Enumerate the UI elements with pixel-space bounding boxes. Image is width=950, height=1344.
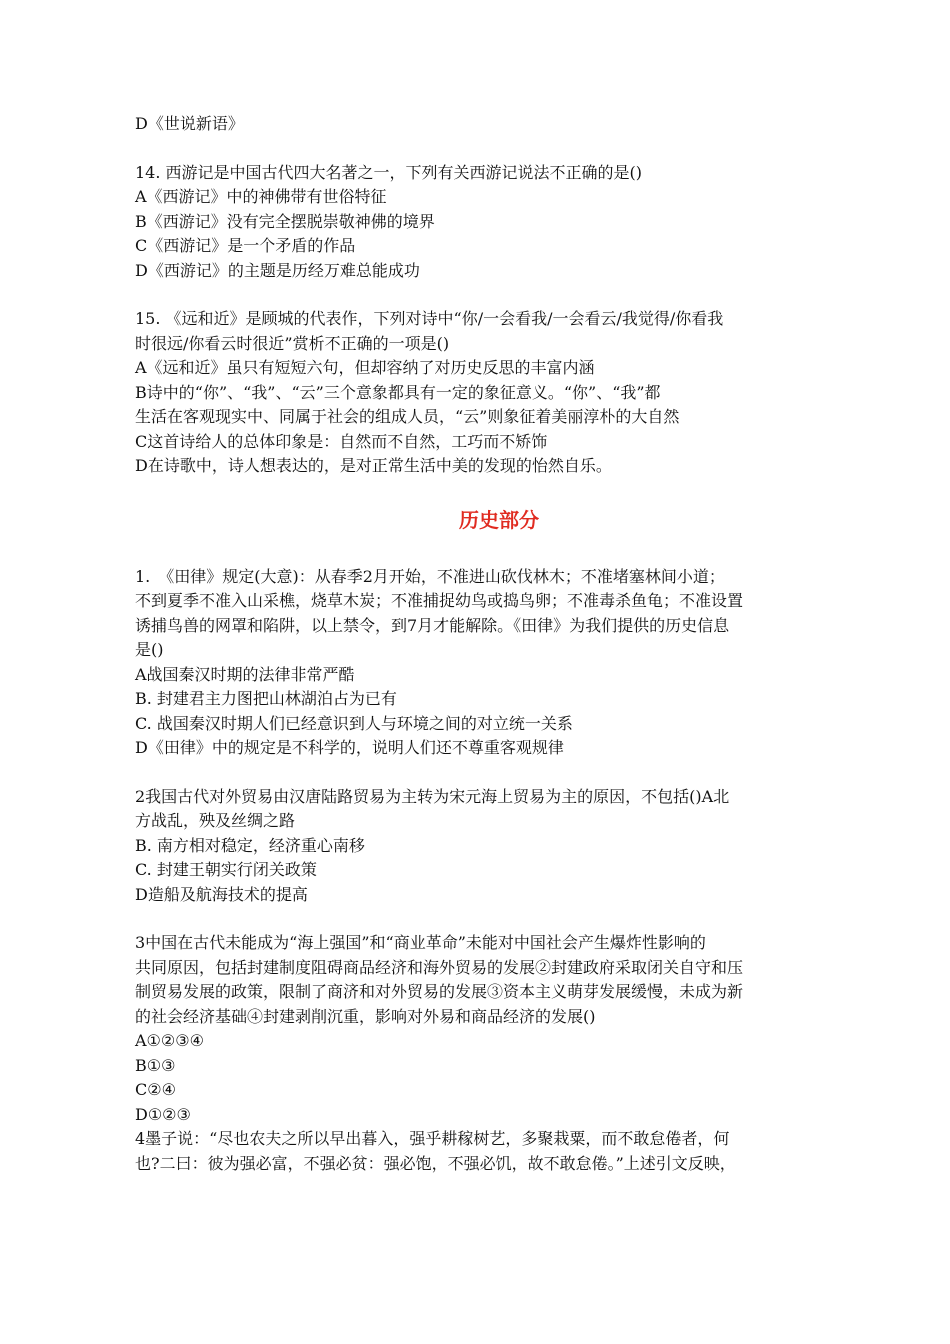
option-d: D《田律》中的规定是不科学的，说明人们还不尊重客观规律 xyxy=(135,738,564,757)
question-stem-line-2: 方战乱，殃及丝绸之路 xyxy=(135,811,296,830)
spacer xyxy=(135,283,863,307)
option-c: C《西游记》是一个矛盾的作品 xyxy=(135,236,356,255)
option-a: A①②③④ xyxy=(135,1031,204,1050)
option-b: B《西游记》没有完全摆脱崇敬神佛的境界 xyxy=(135,211,435,231)
question-stem-line-3: 诱捕鸟兽的网罩和陷阱，以上禁令，到7月才能解除。《田律》为我们提供的历史信息 xyxy=(135,615,730,635)
question-stem-line-3: 制贸易发展的政策，限制了商济和对外贸易的发展③资本主义萌芽发展缓慢，未成为新 xyxy=(135,982,744,1001)
option-c: C②④ xyxy=(135,1080,176,1099)
option-b: B①③ xyxy=(135,1055,176,1075)
option-b: B. 封建君主力图把山林湖泊占为已有 xyxy=(135,689,397,708)
spacer xyxy=(135,761,863,785)
spacer xyxy=(135,137,863,161)
question-stem-line-2: 也?二曰：彼为强必富，不强必贫：强必饱，不强必饥，故不敢怠倦。”上述引文反映， xyxy=(135,1153,736,1173)
history-question-3 xyxy=(135,931,863,1127)
option-c: C. 战国秦汉时期人们已经意识到人与环境之间的对立统一关系 xyxy=(135,713,573,733)
question-stem-line-2: 时很远/你看云时很近”赏析不正确的一项是() xyxy=(135,333,450,353)
lit-question-14 xyxy=(135,161,863,284)
option-b-line-1: B诗中的“你”、“我”、“云”三个意象都具有一定的象征意义。“你”、“我”都 xyxy=(135,382,661,402)
document-page xyxy=(135,112,863,1176)
question-stem-line-1: 1. 《田律》规定(大意)：从春季2月开始，不准进山砍伐林木；不准堵塞林间小道； xyxy=(135,566,725,586)
question-stem: 14. 西游记是中国古代四大名著之一，下列有关西游记说法不正确的是() xyxy=(135,162,643,182)
history-question-2 xyxy=(135,785,863,908)
option-c: C这首诗给人的总体印象是：自然而不自然，工巧而不矫饰 xyxy=(135,431,548,451)
option-b: B. 南方相对稳定，经济重心南移 xyxy=(135,835,365,855)
lit-q13-option-d: D《世说新语》 xyxy=(135,114,244,133)
question-stem-line-2: 共同原因，包括封建制度阻碍商品经济和海外贸易的发展②封建政府采取闭关自守和压 xyxy=(135,957,744,977)
question-stem-line-1: 15. 《远和近》是顾城的代表作，下列对诗中“你/一会看我/一会看云/我觉得/你看我 xyxy=(135,309,724,328)
history-question-4 xyxy=(135,1127,863,1176)
history-question-1 xyxy=(135,565,863,761)
option-a: A《远和近》虽只有短短六句，但却容纳了对历史反思的丰富内涵 xyxy=(135,358,595,377)
question-stem-line-2: 不到夏季不准入山采樵，烧草木炭；不准捕捉幼鸟或捣鸟卵；不准毒杀鱼龟；不准设置 xyxy=(135,591,744,610)
spacer xyxy=(135,479,863,505)
option-d: D造船及航海技术的提高 xyxy=(135,884,308,904)
option-d: D①②③ xyxy=(135,1104,191,1124)
question-stem-line-4: 的社会经济基础④封建剥削沉重，影响对外易和商品经济的发展() xyxy=(135,1006,596,1026)
lit-question-15 xyxy=(135,307,863,479)
option-b-line-2: 生活在客观现实中、同属于社会的组成人员，“云”则象征着美丽淳朴的大自然 xyxy=(135,407,680,426)
option-d: D在诗歌中，诗人想表达的，是对正常生活中美的发现的怡然自乐。 xyxy=(135,456,612,475)
spacer xyxy=(135,535,863,565)
spacer xyxy=(135,907,863,931)
option-d: D《西游记》的主题是历经万难总能成功 xyxy=(135,260,420,280)
question-stem-line-1: 3中国在古代未能成为“海上强国”和“商业革命”未能对中国社会产生爆炸性影响的 xyxy=(135,933,706,952)
question-stem-line-1: 4墨子说：“尽也农夫之所以早出暮入，强乎耕稼树艺，多聚栽粟，而不敢怠倦者，何 xyxy=(135,1129,730,1148)
option-a: A《西游记》中的神佛带有世俗特征 xyxy=(135,187,387,206)
question-stem-line-1: 2我国古代对外贸易由汉唐陆路贸易为主转为宋元海上贸易为主的原因，不包括()A北 xyxy=(135,786,730,806)
option-c: C. 封建王朝实行闭关政策 xyxy=(135,860,317,879)
section-title-history: 历史部分 xyxy=(459,507,539,532)
question-stem-line-4: 是() xyxy=(135,640,164,659)
option-a: A战国秦汉时期的法律非常严酷 xyxy=(135,664,355,684)
